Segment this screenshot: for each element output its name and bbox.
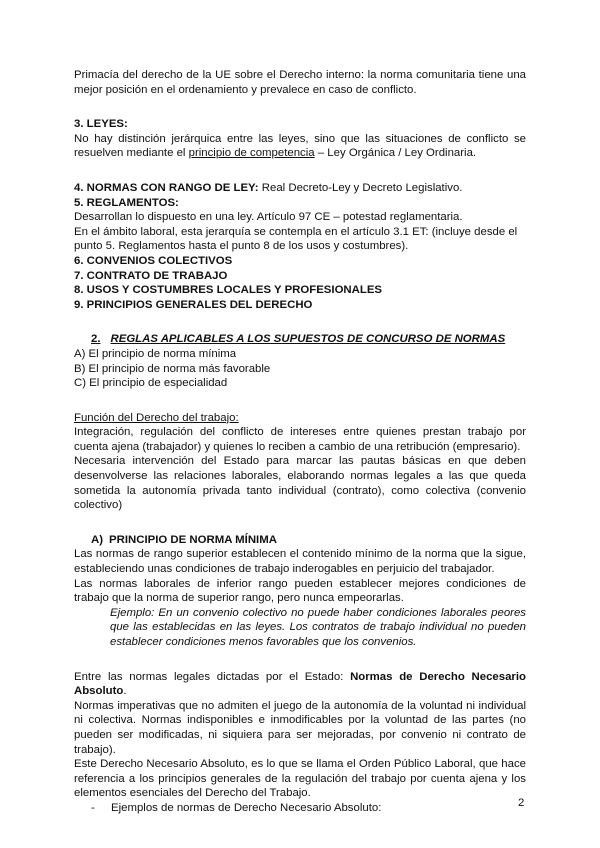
heading-contrato: 7. CONTRATO DE TRABAJO xyxy=(74,269,228,282)
paragraph-imperativas: Normas imperativas que no admiten el juego de la autonomía de la voluntad ni individual ni colectiva. Normas indisponibles e inmodificables por la voluntad de las partes (no pueden ser modificadas, ni siquiera para ser mejoradas, por convenio ni contrato de trabajo). xyxy=(74,699,526,756)
paragraph-funcion-2: Necesaria intervención del Estado para marcar las pautas básicas en que deben desenvolverse las relaciones laborales, elaborando normas legales a las que queda sometida la autonomía privada tanto individual (contrato), como colectiva (convenio colectivo) xyxy=(74,455,526,512)
heading-reglas: 2. REGLAS APLICABLES A LOS SUPUESTOS DE CONCURSO DE NORMAS xyxy=(91,333,506,346)
principio-competencia-text: principio de competencia xyxy=(188,147,315,160)
bullet-dash: - xyxy=(91,801,95,814)
paragraph-principio-2: Las normas laborales de inferior rango pueden establecer mejores condiciones de trabajo que la norma de superior rango, pero nunca empeorarlas. xyxy=(74,577,526,605)
list-item xyxy=(91,801,526,816)
option-c: C) El principio de especialidad xyxy=(74,377,228,390)
paragraph-normas-rango: 4. NORMAS CON RANGO DE LEY: Real Decreto-Ley y Decreto Legislativo. xyxy=(74,181,463,194)
paragraph-reglamentos-2: En el ámbito laboral, esta jerarquía se contempla en el artículo 3.1 ET: (incluye desde el punto 5. Reglamentos hasta el punto 8 de los usos y costumbres). xyxy=(74,225,518,253)
heading-principios: 9. PRINCIPIOS GENERALES DEL DERECHO xyxy=(74,298,313,311)
paragraph-principio-1: Las normas de rango superior establecen el contenido mínimo de la norma que la sigue, estableciendo unas condiciones de trabajo inderogables en perjuicio del trabajador. xyxy=(74,548,526,576)
heading-normas-rango: 4. NORMAS CON RANGO DE LEY: xyxy=(74,181,259,194)
heading-usos: 8. USOS Y COSTUMBRES LOCALES Y PROFESIONALES xyxy=(74,284,383,297)
page-number: 2 xyxy=(518,797,525,809)
option-b: B) El principio de norma más favorable xyxy=(74,362,271,375)
heading-reglamentos: 5. REGLAMENTOS: xyxy=(74,196,179,209)
heading-funcion: Función del Derecho del trabajo: xyxy=(74,411,239,424)
paragraph-este-derecho: Este Derecho Necesario Absoluto, es lo que se llama el Orden Público Laboral, que hace referencia a los principios generales de la regulación del trabajo por cuenta ajena y los elementos esenciales del Derecho del Trabajo. xyxy=(74,758,526,800)
heading-convenios: 6. CONVENIOS COLECTIVOS xyxy=(74,254,233,267)
paragraph-entre: Entre las normas legales dictadas por el Estado: Normas de Derecho Necesario Absoluto. xyxy=(74,670,526,698)
paragraph-leyes: No hay distinción jerárquica entre las leyes, sino que las situaciones de conflicto se resuelven mediante el principio de competencia – Ley Orgánica / Ley Ordinaria. xyxy=(74,132,526,160)
heading-leyes: 3. LEYES: xyxy=(74,118,128,131)
paragraph-primacia: Primacía del derecho de la UE sobre el Derecho interno: la norma comunitaria tiene una mejor posición en el ordenamiento y prevalece en caso de conflicto. xyxy=(74,69,526,96)
derecho-necesario-absoluto-text: Normas de Derecho Necesario Absoluto xyxy=(74,670,526,698)
paragraph-ejemplo: Ejemplo: En un convenio colectivo no puede haber condiciones laborales peores que las establecidas en las leyes. Los contratos de trabajo individual no pueden establecer condiciones menos favorables que los convenios. xyxy=(110,606,526,648)
paragraph-funcion-1: Integración, regulación del conflicto de intereses entre quienes prestan trabajo por cuenta ajena (trabajador) y quienes lo reciben a cambio de una retribución (empresario). xyxy=(74,426,526,453)
option-a: A) El principio de norma mínima xyxy=(74,347,237,360)
heading-principio-norma-minima: A) PRINCIPIO DE NORMA MÍNIMA xyxy=(91,533,277,546)
paragraph-reglamentos-1: Desarrollan lo dispuesto en una ley. Artículo 97 CE – potestad reglamentaria. xyxy=(74,211,463,224)
bullet-text: Ejemplos de normas de Derecho Necesario Absoluto: xyxy=(111,801,382,814)
document-page xyxy=(74,68,526,816)
